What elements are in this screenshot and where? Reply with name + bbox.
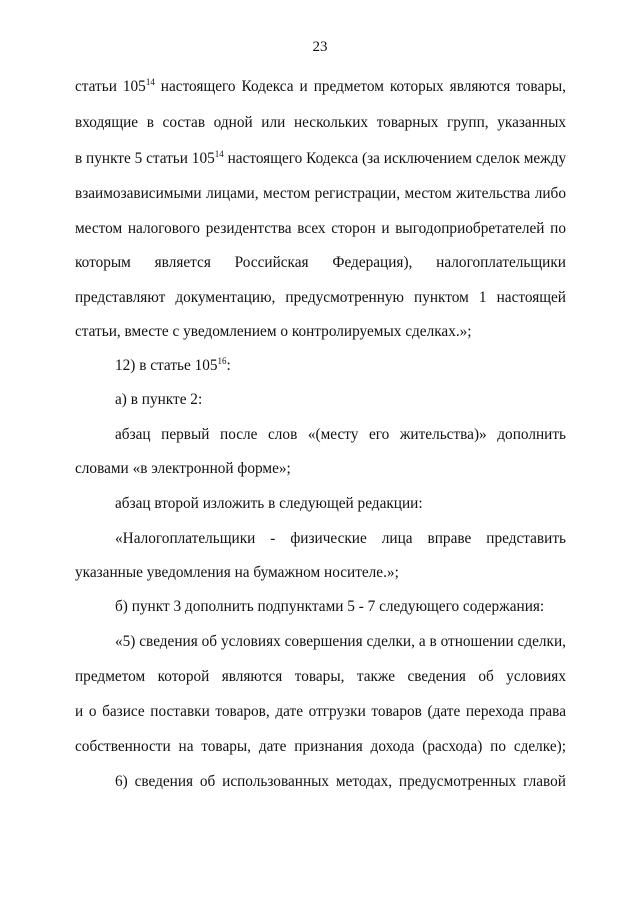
text-line: которым является Российская Федерация), налогоплательщики: [75, 254, 566, 271]
text-line: а) в пункте 2:: [115, 391, 203, 408]
text-line: статьи $105^{14}$ настоящего Кодекса и предметом которых являются товары,: [75, 77, 566, 95]
text-line: абзац второй изложить в следующей редакции:: [115, 495, 423, 512]
text-line: представляют документацию, предусмотренную пунктом 1 настоящей: [75, 289, 566, 306]
text-line: собственности на товары, дате признания дохода (расхода) по сделке);: [75, 738, 566, 755]
text-line: предметом которой являются товары, также сведения об условиях: [75, 668, 566, 685]
text-line: «5) сведения об условиях совершения сделки, а в отношении сделки,: [115, 633, 566, 650]
text-line: взаимозависимыми лицами, местом регистрации, местом жительства либо: [75, 185, 566, 202]
text-line: «Налогоплательщики - физические лица вправе представить: [115, 530, 566, 547]
text-line: в пункте 5 статьи $105^{14}$ настоящего Кодекса (за исключением сделок между: [75, 149, 567, 167]
text-line: местом налогового резидентства всех сторон и выгодоприобретателей по: [75, 220, 566, 237]
superscript: 16: [217, 356, 227, 366]
text-line: указанные уведомления на бумажном носителе.»;: [75, 564, 399, 581]
text-line: статьи, вместе с уведомлением о контролируемых сделках.»;: [75, 323, 472, 340]
text-line: б) пункт 3 дополнить подпунктами 5 - 7 следующего содержания:: [115, 598, 545, 615]
page-number: 23: [312, 39, 328, 55]
text-line: 12) в статье $105^{16}$:: [115, 356, 231, 374]
text-line: абзац первый после слов «(месту его жительства)» дополнить: [115, 426, 566, 443]
superscript: 14: [214, 149, 224, 159]
text-line: и о базисе поставки товаров, дате отгрузки товаров (дате перехода права: [75, 703, 566, 720]
text-line: входящие в состав одной или нескольких товарных групп, указанных: [75, 114, 566, 131]
superscript: 14: [145, 77, 155, 87]
text-line: 6) сведения об использованных методах, предусмотренных главой: [115, 773, 566, 790]
text-line: словами «в электронной форме»;: [75, 460, 291, 477]
